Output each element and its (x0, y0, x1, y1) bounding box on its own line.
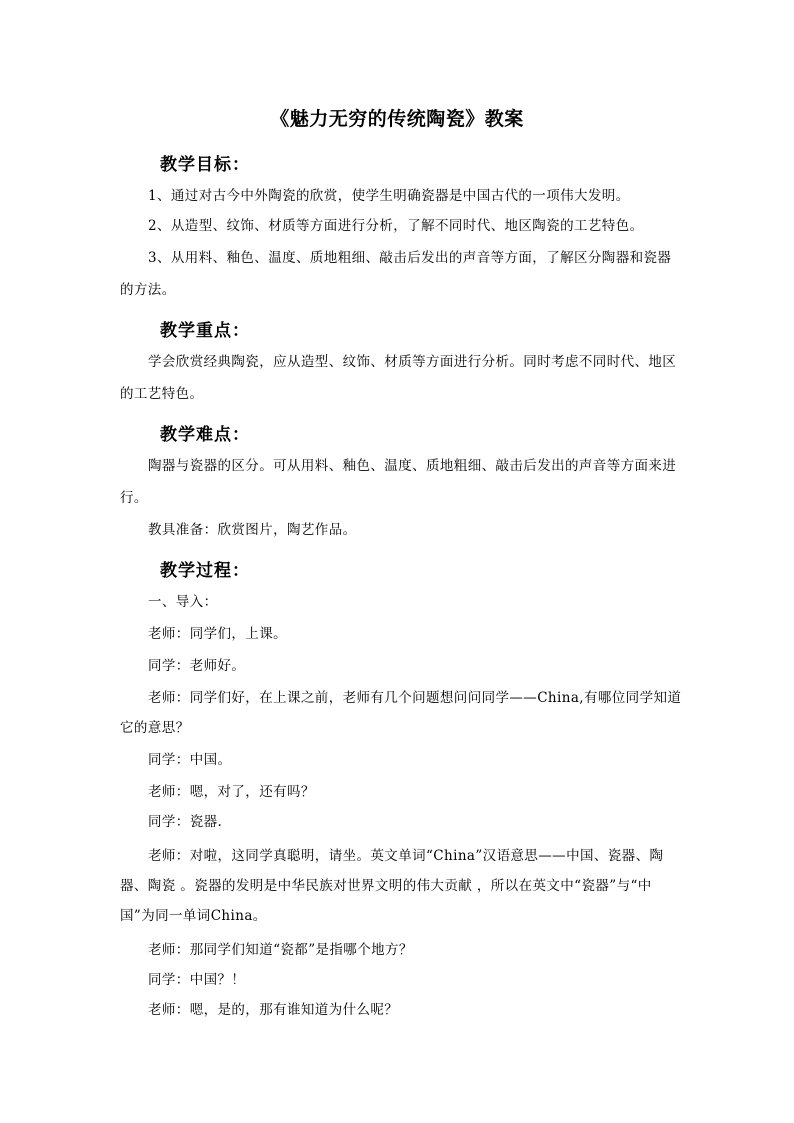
difficulties-text: 陶器与瓷器的区分。可从用料、釉色、温度、质地粗细、敲击后发出的声音等方面来进 (148, 458, 677, 474)
objectives-heading: 教学目标： (160, 155, 250, 175)
difficulties-text: 行。 (120, 490, 148, 506)
difficulties-heading: 教学难点： (160, 425, 250, 445)
objective-item: 1、通过对古今中外陶瓷的欣赏，使学生明确瓷器是中国古代的一项伟大发明。 (148, 188, 630, 204)
process-line: 器、陶瓷 。瓷器的发明是中华民族对世界文明的伟大贡献 ，所以在英文中“瓷器”与“中 (120, 878, 652, 894)
key-points-text: 的工艺特色。 (120, 386, 204, 402)
process-line: 它的意思？ (120, 720, 190, 736)
process-line: 同学：老师好。 (148, 658, 246, 674)
process-line: 同学：中国。 (148, 752, 232, 768)
materials-text: 教具准备：欣赏图片，陶艺作品。 (148, 522, 357, 538)
process-line: 老师：对啦，这同学真聪明，请坐。英文单词“China”汉语意思——中国、瓷器、陶 (148, 848, 664, 864)
process-heading: 教学过程： (160, 561, 250, 581)
key-points-text: 学会欣赏经典陶瓷，应从造型、纹饰、材质等方面进行分析。同时考虑不同时代、地区 (148, 354, 677, 370)
process-line: 国”为同一单词China。 (120, 908, 267, 924)
process-line: 同学：瓷器. (148, 814, 223, 830)
process-line: 老师：同学们好，在上课之前，老师有几个问题想问问同学——China,有哪位同学知道 (148, 690, 682, 706)
process-line: 老师：嗯，是的，那有谁知道为什么呢？ (148, 1002, 399, 1018)
process-line: 老师：同学们，上课。 (148, 626, 287, 642)
objective-item-continued: 的方法。 (120, 282, 176, 298)
process-line: 同学：中国？！ (148, 972, 246, 988)
objective-item: 2、从造型、纹饰、材质等方面进行分析，了解不同时代、地区陶瓷的工艺特色。 (148, 218, 644, 234)
objective-item: 3、从用料、釉色、温度、质地粗细、敲击后发出的声音等方面，了解区分陶器和瓷器 (148, 250, 672, 266)
process-line: 老师：那同学们知道“瓷都”是指哪个地方？ (148, 942, 413, 958)
document-title: 《魅力无穷的传统陶瓷》教案 (270, 108, 524, 130)
process-line: 老师：嗯，对了，还有吗？ (148, 784, 315, 800)
process-line: 一、导入： (148, 594, 218, 610)
key-points-heading: 教学重点： (160, 321, 250, 341)
